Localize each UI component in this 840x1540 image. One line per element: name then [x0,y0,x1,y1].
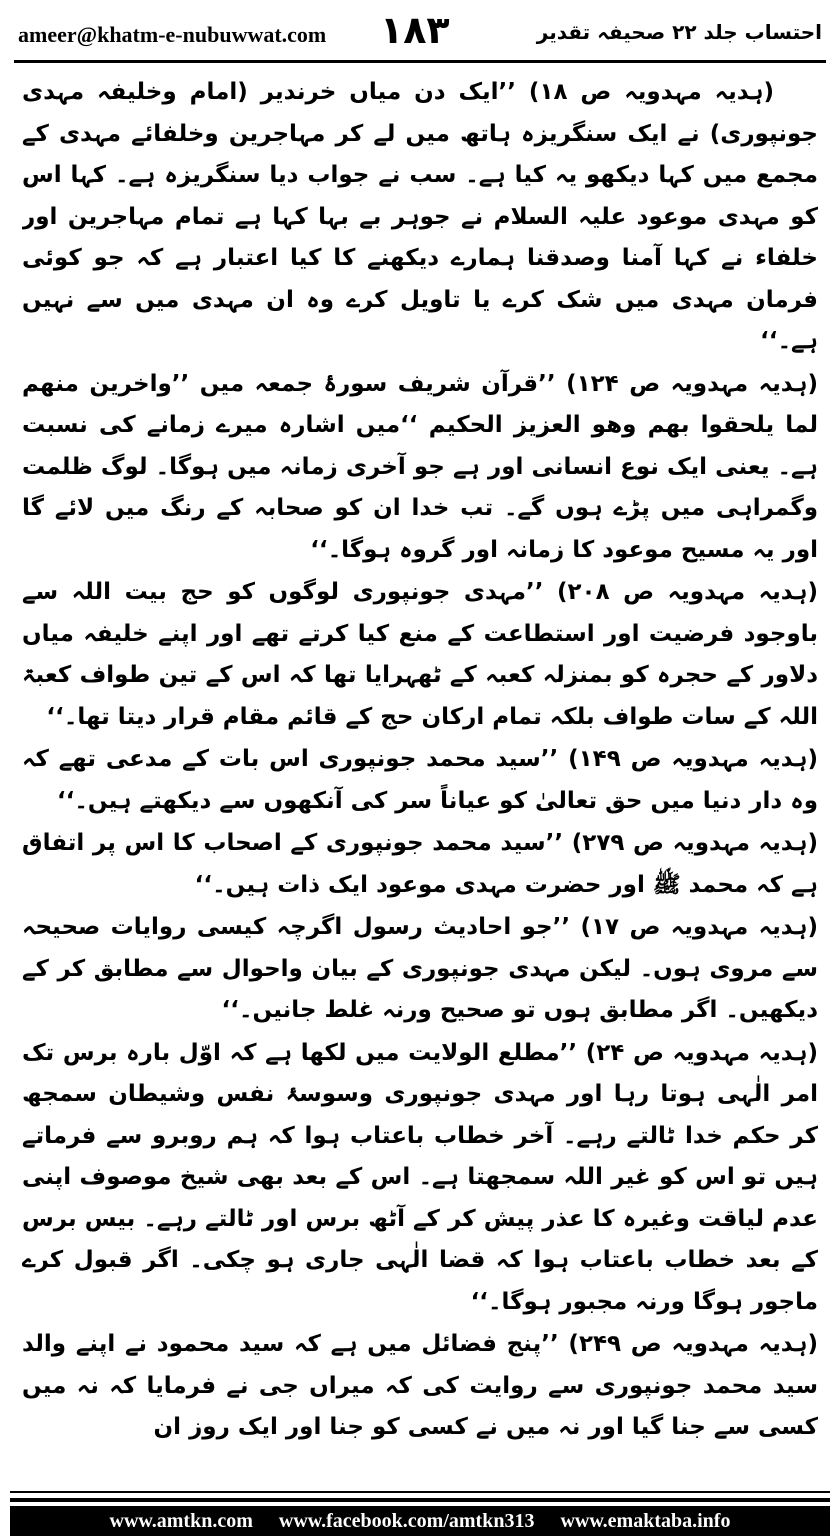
header-rule [14,60,826,63]
paragraph-quote-p249: (ہدیہ مہدویہ ص ۲۴۹) ’’پنج فضائل میں ہے کہ سید محمود نے اپنے والد سید محمد جونپوری سے روایت کی کہ میراں جی نے فرمایا کہ نہ میں کسی سے جنا گیا اور نہ میں نے کسی کو جنا اور ایک روز ان [22,1331,818,1440]
footer-link-amtkn[interactable]: www.amtkn.com [109,1509,253,1532]
running-title: احتساب جلد ۲۲ صحیفہ تقدیر [536,20,822,44]
page-footer [0,1490,840,1540]
paragraph-quote-p149: (ہدیہ مہدویہ ص ۱۴۹) ’’سید محمد جونپوری اس بات کے مدعی تھے کہ وہ دار دنیا میں حق تعالیٰ کو عیاناً سر کی آنکھوں سے دیکھتے ہیں۔‘‘ [22,746,818,814]
paragraph-quote-p18: (ہدیہ مہدویہ ص ۱۸) ’’ایک دن میاں خرندیر (امام وخلیفہ مہدی جونپوری) نے ایک سنگریزہ ہاتھ میں لے کر مہاجرین وخلفائے مہدی کے مجمع میں کہا دیکھو یہ کیا ہے۔ سب نے جواب دیا سنگریزہ ہے۔ کہا اس کو مہدی موعود علیہ السلام نے جوہر بے بہا کہا ہے تمام مہاجرین اور خلفاء نے کہا آمنا وصدقنا ہمارے دیکھنے کا کیا اعتبار ہے کہ جو کوئی فرمان مہدی میں شک کرے یا تاویل کرے وہ ان مہدی میں سے نہیں ہے۔‘‘ [22,79,818,354]
paragraph-quote-p208: (ہدیہ مہدویہ ص ۲۰۸) ’’مہدی جونپوری لوگوں کو حج بیت اللہ سے باوجود فرضیت اور استطاعت کے منع کیا کرتے تھے اور اپنے خلیفہ میاں دلاور کے حجرہ کو بمنزلہ کعبہ کے ٹھہرایا تھا کہ اس کے تین طواف کعبۃ اللہ کے سات طواف بلکہ تمام ارکان حج کے قائم مقام قرار دیتا تھا۔‘‘ [22,579,818,730]
paragraph-quote-p124: (ہدیہ مہدویہ ص ۱۲۴) ’’قرآن شریف سورۂ جمعہ میں ’’واخرین منھم لما یلحقوا بھم وھو العزیز الحکیم ‘‘میں اشارہ میرے زمانے کی نسبت ہے۔ یعنی ایک نوع انسانی اور ہے جو آخری زمانہ میں ہوگا۔ لوگ ظلمت وگمراہی میں پڑے ہوں گے۔ تب خدا ان کو صحابہ کے رنگ میں لائے گا اور یہ مسیح موعود کا زمانہ اور گروہ ہوگا۔‘‘ [22,370,818,563]
footer-link-facebook[interactable]: www.facebook.com/amtkn313 [278,1509,535,1532]
paragraph-quote-p279: (ہدیہ مہدویہ ص ۲۷۹) ’’سید محمد جونپوری کے اصحاب کا اس پر اتفاق ہے کہ محمد ﷺ اور حضرت مہدی موعود ایک ذات ہیں۔‘‘ [22,830,818,898]
footer-rule-thin [10,1491,830,1493]
footer-link-bar [10,1506,830,1536]
page-number: ۱۸۳ [380,8,450,52]
paragraph-quote-p24: (ہدیہ مہدویہ ص ۲۴) ’’مطلع الولایت میں لکھا ہے کہ اوّل بارہ برس تک امر الٰہی ہوتا رہا اور مہدی جونپوری وسوسۂ نفس وشیطان سمجھ کر حکم خدا ٹالتے رہے۔ آخر خطاب باعتاب ہوا کہ ہم روبرو سے فرماتے ہیں تو اس کو غیر اللہ سمجھتا ہے۔ اس کے بعد بھی شیخ موصوف اپنی عدم لیاقت وغیرہ کا عذر پیش کر کے آٹھ برس اور ٹالتے رہے۔ بیس برس کے بعد خطاب باعتاب ہوا کہ قضا الٰہی جاری ہو چکی۔ اگر قبول کرے ماجور ہوگا ورنہ مجبور ہوگا۔‘‘ [22,1039,818,1315]
page-header [0,0,840,64]
footer-link-emaktaba[interactable]: www.emaktaba.info [560,1509,731,1532]
footer-rule-thick [10,1498,830,1502]
email-address[interactable]: ameer@khatm-e-nubuwwat.com [18,22,327,47]
page-body [22,72,818,1458]
paragraph-quote-p17: (ہدیہ مہدویہ ص ۱۷) ’’جو احادیث رسول اگرچہ کیسی روایات صحیحہ سے مروی ہوں۔ لیکن مہدی جونپوری کے بیان واحوال سے مطابق کر کے دیکھیں۔ اگر مطابق ہوں تو صحیح ورنہ غلط جانیں۔‘‘ [22,914,818,1023]
